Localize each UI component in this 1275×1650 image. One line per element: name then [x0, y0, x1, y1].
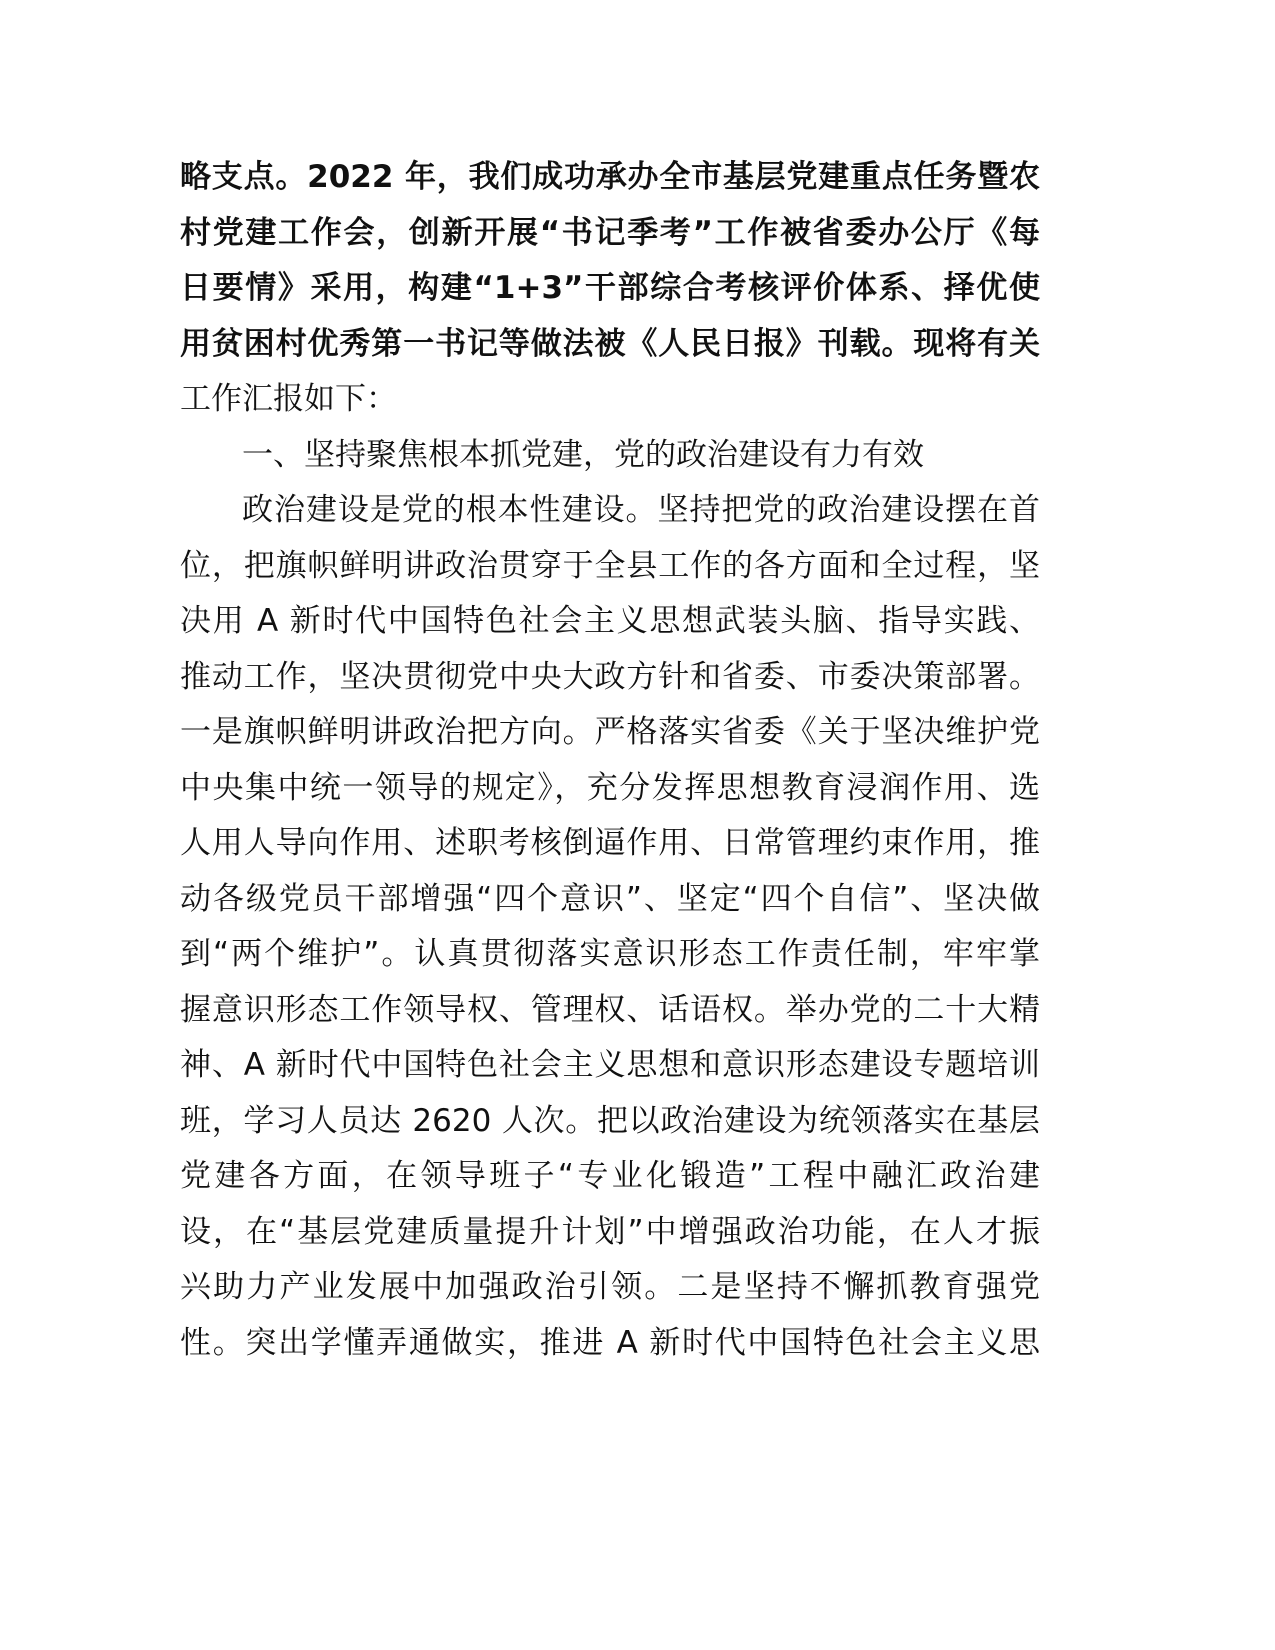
text-line: 人用人导向作用、述职考核倒逼作用、日常管理约束作用，推: [180, 825, 1040, 861]
section-heading: 一、坚持聚焦根本抓党建，党的政治建设有力有效: [242, 436, 924, 473]
text-line: 一是旗帜鲜明讲政治把方向。严格落实省委《关于坚决维护党: [180, 714, 1040, 750]
document-body: [180, 150, 1040, 1371]
text-line: 略支点。2022 年，我们成功承办全市基层党建重点任务暨农: [180, 159, 1040, 195]
text-line: 工作汇报如下：: [180, 381, 397, 417]
text-line: 中央集中统一领导的规定》，充分发挥思想教育浸润作用、选: [180, 769, 1040, 806]
text-line: 握意识形态工作领导权、管理权、话语权。举办党的二十大精: [180, 991, 1040, 1028]
text-line: 性。突出学懂弄通做实，推进 A 新时代中国特色社会主义思: [180, 1324, 1040, 1361]
text-line: 决用 A 新时代中国特色社会主义思想武装头脑、指导实践、: [180, 603, 1040, 639]
text-line: 推动工作，坚决贯彻党中央大政方针和省委、市委决策部署。: [180, 658, 1040, 695]
text-line: 到“两个维护”。认真贯彻落实意识形态工作责任制，牢牢掌: [180, 936, 1040, 972]
text-line: 动各级党员干部增强“四个意识”、坚定“四个自信”、坚决做: [180, 880, 1040, 917]
text-line: 神、A 新时代中国特色社会主义思想和意识形态建设专题培训: [180, 1047, 1040, 1083]
text-line: 日要情》采用，构建“1+3”干部综合考核评价体系、择优使: [180, 270, 1040, 306]
text-line: 位，把旗帜鲜明讲政治贯穿于全县工作的各方面和全过程，坚: [180, 547, 1040, 584]
text-line: 村党建工作会，创新开展“书记季考”工作被省委办公厅《每: [180, 214, 1040, 251]
text-line: 班，学习人员达 2620 人次。把以政治建设为统领落实在基层: [180, 1102, 1040, 1139]
paragraph-first-line: 政治建设是党的根本性建设。坚持把党的政治建设摆在首: [242, 492, 1040, 528]
text-line: 党建各方面，在领导班子“专业化锻造”工程中融汇政治建: [180, 1158, 1040, 1194]
text-line: 兴助力产业发展中加强政治引领。二是坚持不懈抓教育强党: [180, 1269, 1040, 1305]
text-line: 用贫困村优秀第一书记等做法被《人民日报》刊载。现将有关: [180, 325, 1040, 362]
text-line: 设，在“基层党建质量提升计划”中增强政治功能，在人才振: [180, 1213, 1040, 1250]
